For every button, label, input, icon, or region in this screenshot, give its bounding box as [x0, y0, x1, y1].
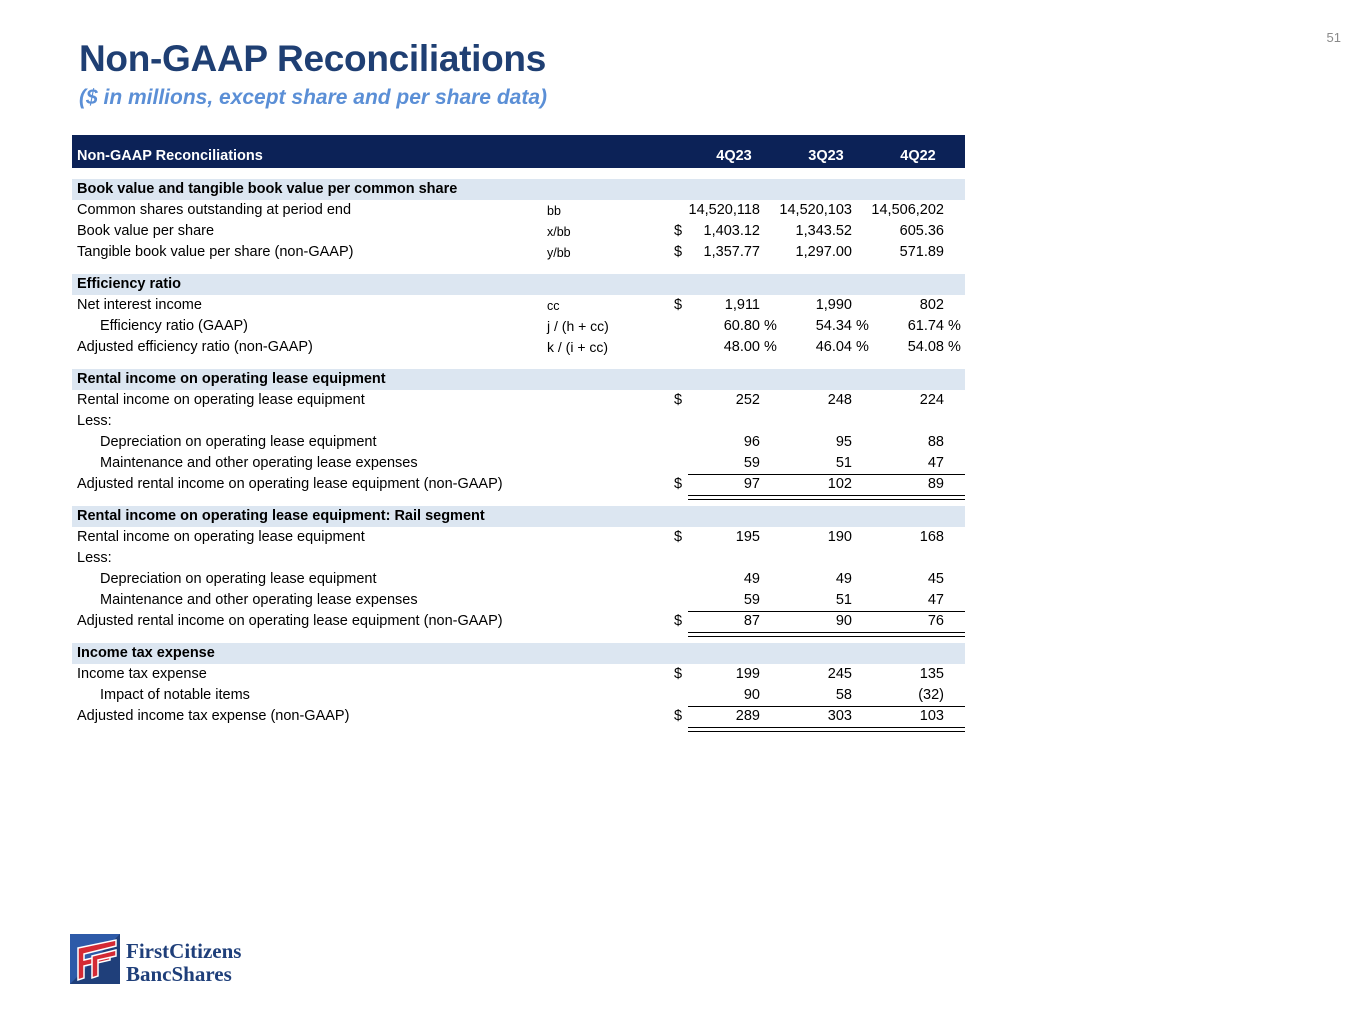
cell-value: 47	[927, 455, 944, 471]
cell-value: 49	[835, 571, 852, 587]
cell-value: 103	[919, 708, 944, 724]
cell-value: 135	[919, 666, 944, 682]
row-label: Rental income on operating lease equipment	[77, 529, 365, 545]
section-title: Book value and tangible book value per common share	[77, 181, 458, 197]
cell-value: 51	[835, 455, 852, 471]
section-title: Income tax expense	[77, 645, 215, 661]
subtotal-line	[688, 474, 965, 475]
row-label: Rental income on operating lease equipment	[77, 392, 365, 408]
row-formula: j / (h + cc)	[547, 318, 609, 334]
logo-text: BancShares	[126, 962, 232, 986]
cell-value: 224	[919, 392, 944, 408]
row-formula: x/bb	[547, 225, 571, 239]
row-label: Book value per share	[77, 223, 215, 239]
cell-value: 54.34	[815, 318, 852, 334]
cell-value: 59	[743, 592, 760, 608]
table-row	[72, 569, 965, 590]
dollar-sign: $	[674, 297, 683, 313]
page-title: Non-GAAP Reconciliations	[79, 38, 547, 79]
table-row	[72, 242, 965, 263]
row-label: Income tax expense	[77, 666, 207, 682]
cell-value: 58	[835, 687, 852, 703]
cell-value: 87	[743, 613, 760, 629]
table-row	[72, 316, 965, 337]
cell-value: 90	[835, 613, 852, 629]
cell-value: 248	[827, 392, 852, 408]
cell-value: 54.08	[907, 339, 944, 355]
dollar-sign: $	[674, 476, 683, 492]
table-row	[72, 685, 965, 706]
table-row	[72, 200, 965, 221]
spacer	[72, 358, 965, 369]
table-row	[72, 390, 965, 411]
row-label: Adjusted efficiency ratio (non-GAAP)	[77, 339, 313, 355]
row-label: Common shares outstanding at period end	[77, 202, 352, 218]
cell-value: 96	[743, 434, 760, 450]
dollar-sign: $	[674, 708, 683, 724]
cell-value: 95	[835, 434, 852, 450]
logo-text: FirstCitizens	[126, 939, 242, 963]
section-title: Efficiency ratio	[77, 276, 181, 292]
cell-value: 289	[735, 708, 760, 724]
dollar-sign: $	[674, 392, 683, 408]
table-row	[72, 337, 965, 358]
section-title: Rental income on operating lease equipment: Rail segment	[77, 508, 485, 524]
row-label: Net interest income	[77, 297, 202, 313]
row-formula: cc	[547, 299, 560, 313]
cell-value: 199	[735, 666, 760, 682]
cell-value: 97	[743, 476, 760, 492]
row-label: Maintenance and other operating lease expenses	[100, 455, 418, 471]
column-header: 3Q23	[808, 148, 844, 164]
section-header	[72, 506, 965, 527]
cell-value: 303	[827, 708, 852, 724]
percent-sign: %	[764, 318, 777, 334]
row-label: Impact of notable items	[100, 687, 250, 703]
cell-value: 90	[743, 687, 760, 703]
table-row	[72, 453, 965, 474]
cell-value: 195	[735, 529, 760, 545]
percent-sign: %	[856, 318, 869, 334]
row-label: Adjusted rental income on operating lease equipment (non-GAAP)	[77, 476, 503, 492]
section-header	[72, 643, 965, 664]
subtotal-line	[688, 706, 965, 707]
cell-value: 88	[927, 434, 944, 450]
page-number: 51	[1326, 30, 1341, 45]
row-label: Depreciation on operating lease equipment	[100, 434, 377, 450]
table-row	[72, 295, 965, 316]
column-header: 4Q23	[716, 148, 752, 164]
spacer	[72, 263, 965, 274]
cell-value: 49	[743, 571, 760, 587]
row-label: Adjusted rental income on operating lease equipment (non-GAAP)	[77, 613, 503, 629]
cell-value: 45	[927, 571, 944, 587]
spacer	[72, 168, 965, 179]
row-formula: y/bb	[547, 246, 571, 260]
cell-value: 190	[827, 529, 852, 545]
table-row	[72, 664, 965, 685]
percent-sign: %	[764, 339, 777, 355]
cell-value: 1,343.52	[795, 223, 852, 239]
section-title: Rental income on operating lease equipment	[77, 371, 386, 387]
cell-value: 1,357.77	[703, 244, 760, 260]
cell-value: 605.36	[899, 223, 944, 239]
cell-value: 89	[927, 476, 944, 492]
percent-sign: %	[948, 318, 961, 334]
table-row	[72, 527, 965, 548]
cell-value: 1,297.00	[795, 244, 852, 260]
cell-value: 14,506,202	[871, 202, 944, 218]
cell-value: 102	[827, 476, 852, 492]
row-label: Maintenance and other operating lease expenses	[100, 592, 418, 608]
dollar-sign: $	[674, 223, 683, 239]
total-double-line	[688, 632, 965, 637]
section-header	[72, 179, 965, 200]
total-double-line	[688, 495, 965, 500]
row-label: Depreciation on operating lease equipment	[100, 571, 377, 587]
cell-value: 168	[919, 529, 944, 545]
cell-value: 14,520,103	[779, 202, 852, 218]
section-header	[72, 369, 965, 390]
percent-sign: %	[948, 339, 961, 355]
dollar-sign: $	[674, 613, 683, 629]
dollar-sign: $	[674, 666, 683, 682]
cell-value: 14,520,118	[688, 202, 760, 218]
percent-sign: %	[856, 339, 869, 355]
row-label: Adjusted income tax expense (non-GAAP)	[77, 708, 350, 724]
table-row	[72, 221, 965, 242]
first-citizens-logo	[70, 932, 260, 993]
row-label: Tangible book value per share (non-GAAP)	[77, 244, 354, 260]
cell-value: 1,911	[724, 297, 760, 313]
dollar-sign: $	[674, 529, 683, 545]
cell-value: 46.04	[815, 339, 852, 355]
dollar-sign: $	[674, 244, 683, 260]
cell-value: (32)	[918, 687, 944, 703]
column-header: 4Q22	[900, 148, 936, 164]
total-row	[72, 706, 965, 727]
table-row	[72, 548, 965, 569]
cell-value: 1,990	[815, 297, 852, 313]
reconciliation-table	[72, 135, 965, 727]
cell-value: 571.89	[899, 244, 944, 260]
table-row	[72, 590, 965, 611]
cell-value: 245	[827, 666, 852, 682]
table-header	[72, 135, 965, 168]
cell-value: 76	[927, 613, 944, 629]
header-label: Non-GAAP Reconciliations	[77, 148, 263, 164]
page-subtitle: ($ in millions, except share and per share data)	[79, 86, 547, 109]
total-row	[72, 611, 965, 632]
row-label: Efficiency ratio (GAAP)	[100, 318, 249, 334]
cell-value: 252	[735, 392, 760, 408]
table-row	[72, 411, 965, 432]
cell-value: 1,403.12	[703, 223, 760, 239]
row-formula: bb	[547, 204, 561, 218]
row-label: Less:	[77, 413, 112, 429]
cell-value: 48.00	[723, 339, 760, 355]
table-row	[72, 432, 965, 453]
row-label: Less:	[77, 550, 112, 566]
cell-value: 61.74	[907, 318, 944, 334]
row-formula: k / (i + cc)	[547, 339, 609, 355]
cell-value: 802	[919, 297, 944, 313]
cell-value: 60.80	[723, 318, 760, 334]
total-double-line	[688, 727, 965, 732]
total-row	[72, 474, 965, 495]
cell-value: 51	[835, 592, 852, 608]
subtotal-line	[688, 611, 965, 612]
section-header	[72, 274, 965, 295]
cell-value: 47	[927, 592, 944, 608]
cell-value: 59	[743, 455, 760, 471]
